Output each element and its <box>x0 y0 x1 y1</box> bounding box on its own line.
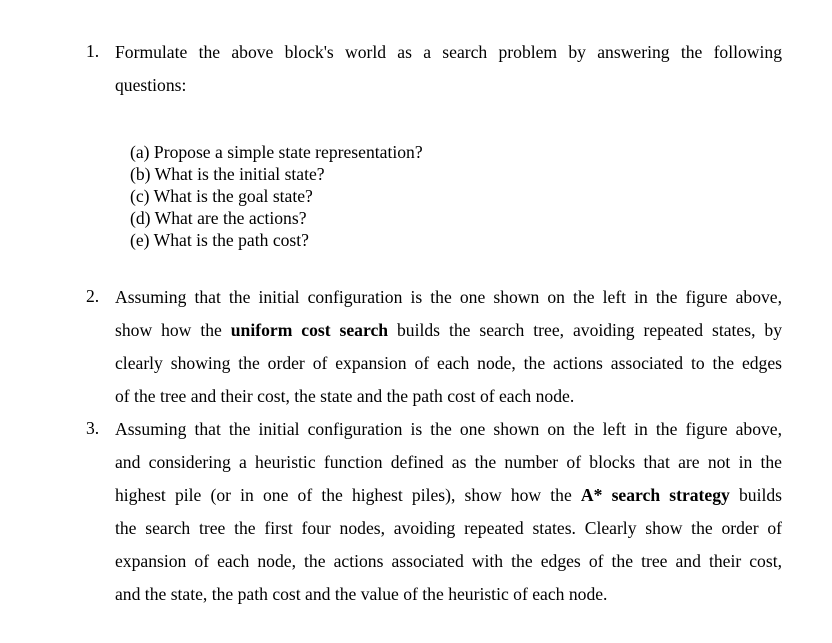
question-2-line-1: Assuming that the initial configuration is the one shown on the left in the figure above, <box>115 287 782 307</box>
question-3-line-4: the search tree the first four nodes, avoiding repeated states. Clearly show the order of <box>115 518 782 538</box>
question-1-subitem-d: (d) What are the actions? <box>130 208 307 228</box>
question-3-line-3 <box>115 484 782 506</box>
uniform-cost-search-term: uniform cost search <box>230 320 389 340</box>
question-2-number: 2. <box>86 286 100 306</box>
question-1-line-2: questions: <box>115 75 187 95</box>
question-3-line-2: and considering a heuristic function defined as the number of blocks that are not in the <box>115 452 782 472</box>
question-1-subitem-e: (e) What is the path cost? <box>130 230 309 250</box>
question-3-line-3-pre: highest pile (or in one of the highest piles), show how the <box>115 485 581 505</box>
a-star-search-strategy-term: A* search strategy <box>580 485 730 505</box>
question-1-subitem-c: (c) What is the goal state? <box>130 186 313 206</box>
question-1-line-1: Formulate the above block's world as a search problem by answering the following <box>115 42 782 62</box>
question-3-line-3-post: builds <box>729 485 782 505</box>
question-1-number: 1. <box>86 41 100 61</box>
question-3-line-5: expansion of each node, the actions associated with the edges of the tree and their cost, <box>115 551 782 571</box>
question-3-line-6: and the state, the path cost and the value of the heuristic of each node. <box>115 584 608 604</box>
question-1-subitem-a: (a) Propose a simple state representation? <box>130 142 423 162</box>
question-2-line-4: of the tree and their cost, the state and the path cost of each node. <box>115 386 575 406</box>
question-1-subitem-b: (b) What is the initial state? <box>130 164 325 184</box>
question-2-line-2 <box>115 319 782 341</box>
question-3-line-1: Assuming that the initial configuration is the one shown on the left in the figure above, <box>115 419 782 439</box>
question-2-line-3: clearly showing the order of expansion of each node, the actions associated to the edges <box>115 353 782 373</box>
question-2-line-2-post: builds the search tree, avoiding repeated states, by <box>388 320 782 340</box>
question-2-line-2-pre: show how the <box>115 320 231 340</box>
question-3-number: 3. <box>86 418 100 438</box>
